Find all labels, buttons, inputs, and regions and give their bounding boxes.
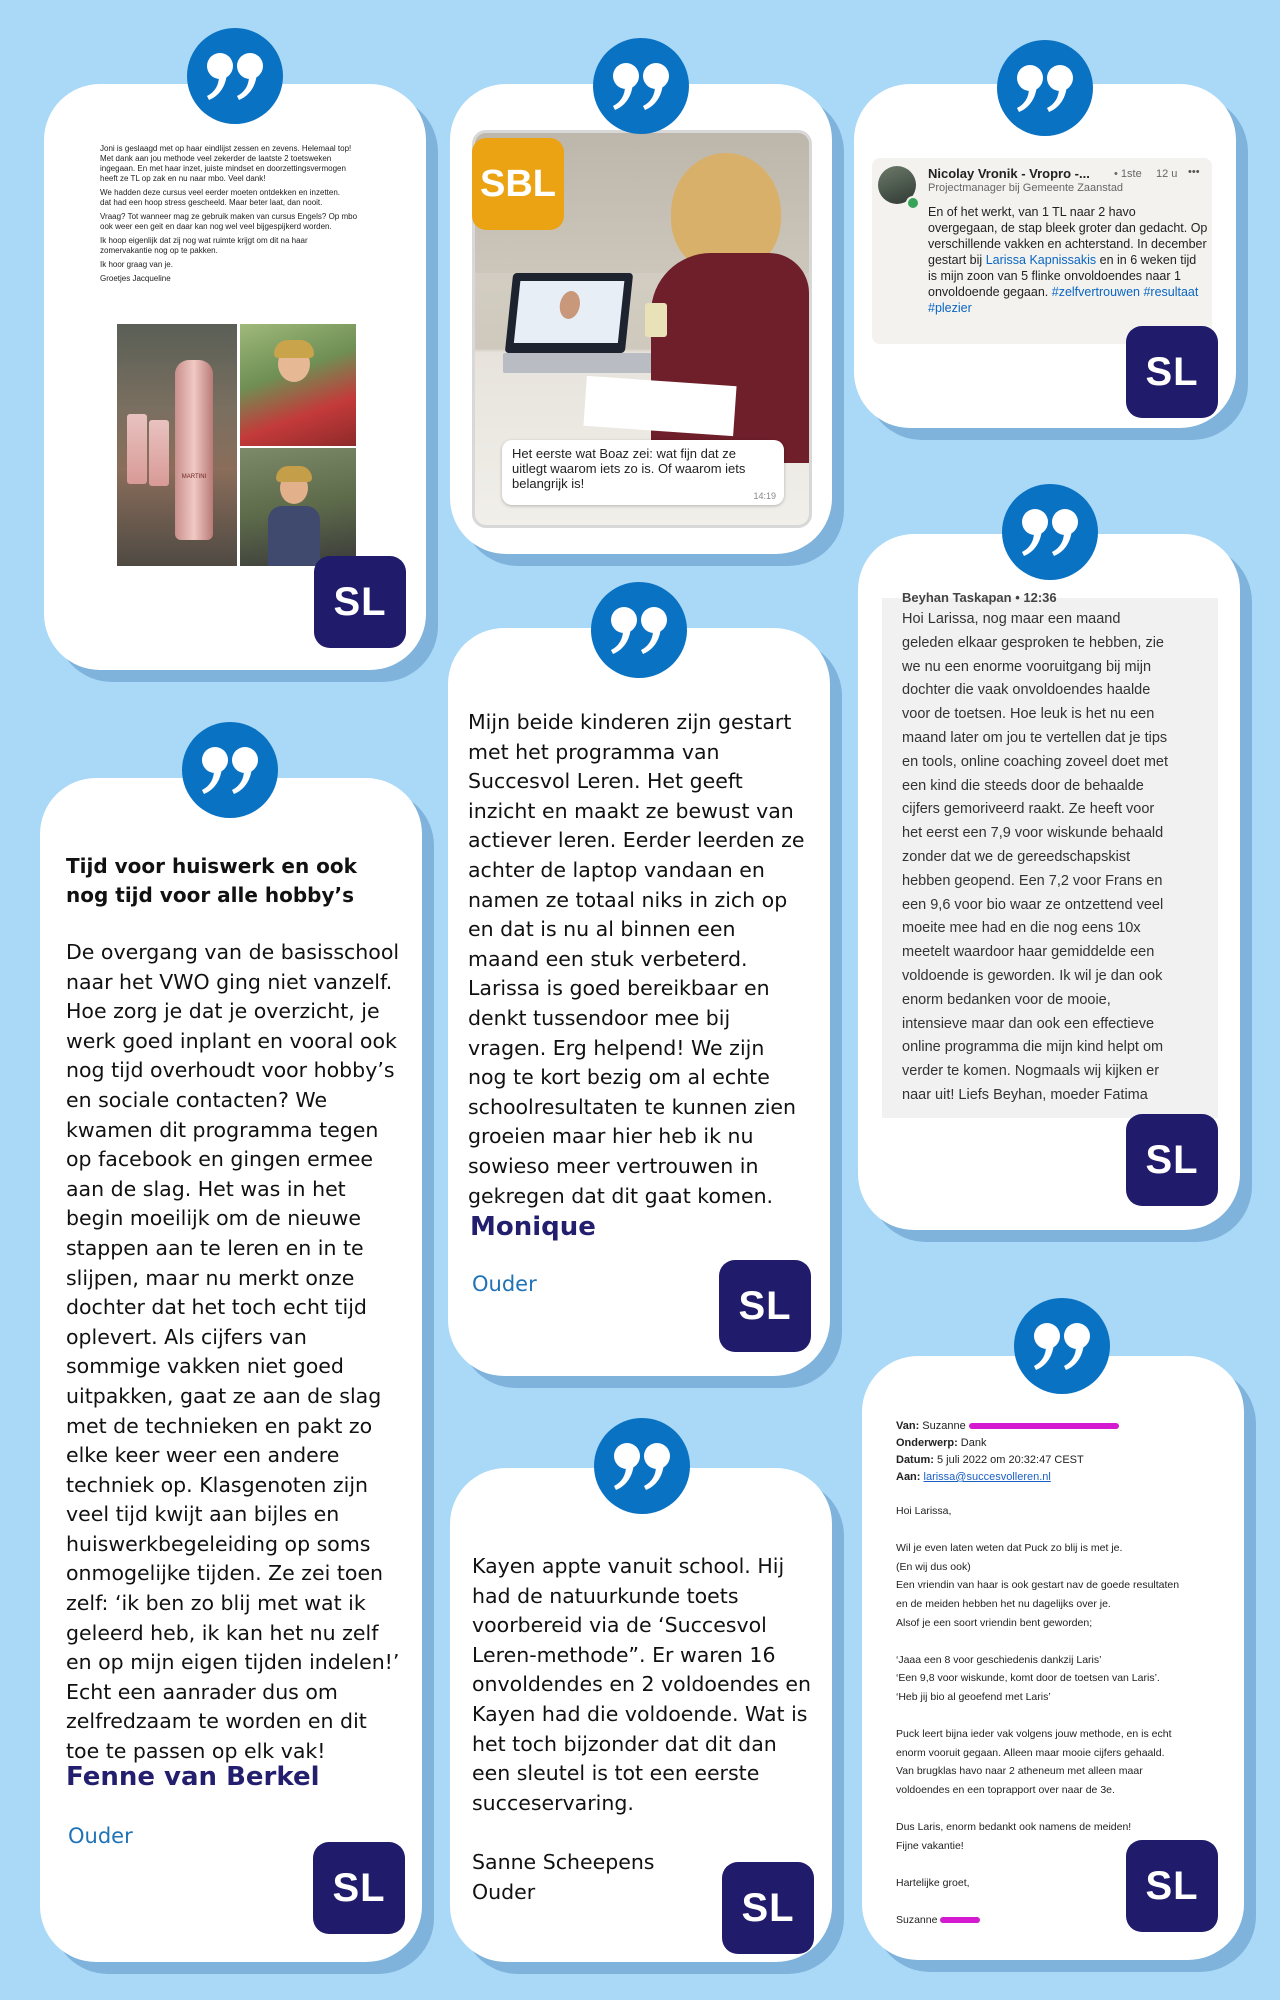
- sl-logo: SL: [719, 1260, 811, 1352]
- sl-logo: SL: [313, 1842, 405, 1934]
- glass: [645, 303, 667, 337]
- card6-role: Ouder: [472, 1272, 537, 1296]
- card5-title: Tijd voor huiswerk en ook nog tijd voor alle hobby’s: [66, 854, 357, 907]
- card5-name: Fenne van Berkel: [66, 1762, 320, 1792]
- photo-drinks: [117, 324, 237, 566]
- more-icon[interactable]: •••: [1188, 166, 1200, 178]
- mention-link[interactable]: Larissa Kapnissakis: [985, 253, 1097, 267]
- card5-body: De overgang van de basisschool naar het VWO ging niet vanzelf. Hoe zorg je dat je overzicht, je werk goed inplant en vooral ook nog tijd overhoudt voor hobby’s en sociale contacten? We kwamen dit programma tegen op facebook en gingen ermee aan de slag. Het was in het begin moeilijk om de nieuwe stappen aan te leren en in te slijpen, maar nu merkt onze dochter dat het toch echt tijd oplevert. Als cijfers van sommige vakken niet goed uitpakken, gaat ze aan de slag met de technieken en pakt zo elke keer weer een andere techniek op. Klasgenoten zijn veel tijd kwijt aan bijles en huiswerkbegeleiding op soms onmogelijke tijden. Ze zei toen zelf: ‘ik ben zo blij met wat ik geleerd heb, ik kan het nu zelf en op mijn eigen tijden indelen!’ Echt een aanrader dus om zelfredzaam te worden en dit toe te passen op elk vak!: [66, 940, 400, 1764]
- photo-girl-flag: [240, 324, 356, 446]
- chat-message: Het eerste wat Boaz zei: wat fijn dat ze uitlegt waarom iets zo is. Of waarom iets belangrijk is!: [512, 446, 746, 491]
- post-degree: • 1ste: [1114, 168, 1142, 180]
- email-subject: Onderwerp: Dank: [896, 1437, 987, 1449]
- sl-logo: SL: [1126, 1114, 1218, 1206]
- quote-icon: [1014, 1298, 1110, 1394]
- post-body: En of het werkt, van 1 TL naar 2 havo overgegaan, de stap bleek groter dan gedacht. Op verschillende vakken en achterstand. In december gestart bij Larissa Kapnissakis en in 6 weken tijd is mijn zoon van 5 flinke onvoldoendes naar 1 onvoldoende gegaan. #zelfvertrouwen #resultaat #plezier: [928, 205, 1208, 315]
- card7-body: Kayen appte vanuit school. Hij had de natuurkunde toets voorbereid via de ‘Succesvol Leren-methode”. Er waren 16 onvoldendes en 2 voldoendes en Kayen had die voldoende. Wat is het toch bijzonder dat dit dan een sleutel is tot een eerste succeservaring.: [472, 1554, 811, 1815]
- linkedin-post: [872, 158, 1212, 344]
- paper: [583, 376, 736, 436]
- message-body: Hoi Larissa, nog maar een maand geleden elkaar gesproken te hebben, zie we nu een enorme vooruitgang bij mijn dochter die vaak onvoldoendes haalde voor de toetsen. Hoe leuk is het nu een maand later om jou te vertellen dat je tips en tools, online coaching zoveel doet met een kind die steeds door de behaalde cijfers gemoriveerd raakt. Ze heeft voor het eerst een 7,9 voor wiskunde behaald zonder dat we de gereedschapskist hebben geopend. Een 7,2 voor Frans en een 9,6 voor bio waar ze ontzettend veel moeite mee had en die nog eens 10x meetelt waardoor haar gemiddelde een voldoende is geworden. Ik wil je dan ook enorm bedanken voor de mooie, intensieve maar dan ook een effectieve online programma die mijn kind helpt om verder te komen. Nogmaals wij kijken er naar uit! Liefs Beyhan, moeder Fatima: [902, 611, 1169, 1103]
- card6-body: Mijn beide kinderen zijn gestart met het programma van Succesvol Leren. Het geeft inzicht en maakt ze bewust van actiever leren. Eerder leerden ze achter de laptop vandaan en namen ze totaal niks in zich op en dat is nu al binnen een maand een stuk verbeterd. Larissa is goed bereikbaar en denkt tussendoor mee bij vragen. Erg helpend! We zijn nog te kort bezig om al echte schoolresultaten te kunnen zien groeien maar hier heb ik nu sowieso meer vertrouwen in gekregen dat dit gaat komen.: [468, 710, 805, 1208]
- redaction-mark: [940, 1917, 980, 1923]
- testimonial-card-5: [40, 778, 422, 1962]
- card5-role: Ouder: [68, 1824, 133, 1848]
- email-from: Van: Suzanne: [896, 1418, 1226, 1435]
- quote-icon: [594, 1418, 690, 1514]
- quote-icon: [593, 38, 689, 134]
- post-job: Projectmanager bij Gemeente Zaanstad: [928, 182, 1124, 194]
- message-header: Beyhan Taskapan • 12:36: [902, 590, 1057, 605]
- sl-logo: SL: [314, 556, 406, 648]
- glass-image: [149, 420, 169, 486]
- sl-logo: SL: [1126, 1840, 1218, 1932]
- testimonial-card-2: [450, 84, 832, 554]
- chat-time: 14:19: [753, 491, 776, 501]
- sl-logo: SL: [722, 1862, 814, 1954]
- sbl-badge: SBL: [472, 138, 564, 230]
- glass-image: [127, 414, 147, 484]
- email-link[interactable]: larissa@succesvolleren.nl: [923, 1471, 1051, 1483]
- post-author[interactable]: Nicolay Vronik - Vropro -...: [928, 166, 1090, 181]
- email-date: Datum: 5 juli 2022 om 20:32:47 CEST: [896, 1454, 1084, 1466]
- card1-text: Joni is geslaagd met op haar eindlijst zessen en zevens. Helemaal top! Met dank aan jou methode veel zekerder de laatste 2 toetsweken ingegaan. En met haar inzet, juiste mindset en doorzettingsvermogen heeft ze TL op zak en nu naar mbo. Veel dank! We hadden deze cursus veel eerder moeten ontdekken en inzetten. dat had een hoop stress gescheeld. Maar beter laat, dan nooit. Vraag? Tot wanneer mag ze gebruik maken van cursus Engels? Op mbo ook weer een geit en daar kan nog wel veel bijgespijkerd worden. Ik hoop eigenlijk dat zij nog wat ruimte krijgt om dit na haar zomervakantie nog op te pakken. Ik hoor graag van je. Groetjes Jacqueline: [100, 144, 358, 283]
- hashtags[interactable]: #zelfvertrouwen #resultaat #plezier: [928, 285, 1199, 315]
- online-dot: [906, 196, 920, 210]
- card7-role: Ouder: [472, 1880, 536, 1904]
- bottle-image: [175, 360, 213, 540]
- photo-girl-garden: [240, 448, 356, 566]
- email-body: Hoi Larissa, Wil je even laten weten dat Puck zo blij is met je. (En wij dus ook) Een vriendin van haar is ook gestart nav de goede resultaten en de meiden hebben het nu dagelijks over je. Alsof je een soort vriendin bent geworden; ‘Jaaa een 8 voor geschiedenis dankzij Laris’ ‘Een 9,8 voor wiskunde, komt door de toetsen van Laris’. ‘Heb jij bio al geoefend met Laris’ Puck leert bijna ieder vak volgens jouw methode, en is echt enorm vooruit gegaan. Alleen maar mooie cijfers gehaald. Van brugklas havo naar 2 atheneum met alleen maar voldoendes en een toprapport over naar de 3e. Dus Laris, enorm bedankt ook namens de meiden! Fijne vakantie! Hartelijke groet, Suzanne: [896, 1505, 1180, 1927]
- quote-icon: [187, 28, 283, 124]
- quote-icon: [997, 40, 1093, 136]
- quote-icon: [1002, 484, 1098, 580]
- sl-logo: SL: [1126, 326, 1218, 418]
- chat-bubble: [502, 440, 784, 505]
- person-hair: [276, 466, 312, 482]
- redaction-mark: [969, 1423, 1119, 1429]
- quote-icon: [591, 582, 687, 678]
- card6-name: Monique: [470, 1212, 596, 1242]
- bottle-label: MARTINI: [181, 474, 207, 480]
- quote-icon: [182, 722, 278, 818]
- message-screenshot: [882, 590, 1218, 1118]
- laptop-screen: [505, 273, 633, 353]
- card7-name: Sanne Scheepens: [472, 1850, 655, 1874]
- post-time: 12 u: [1156, 168, 1178, 180]
- person-body: [268, 506, 320, 566]
- person-hair: [274, 340, 314, 358]
- laptop-keyboard: [503, 353, 653, 373]
- email-to: Aan: larissa@succesvolleren.nl: [896, 1471, 1051, 1483]
